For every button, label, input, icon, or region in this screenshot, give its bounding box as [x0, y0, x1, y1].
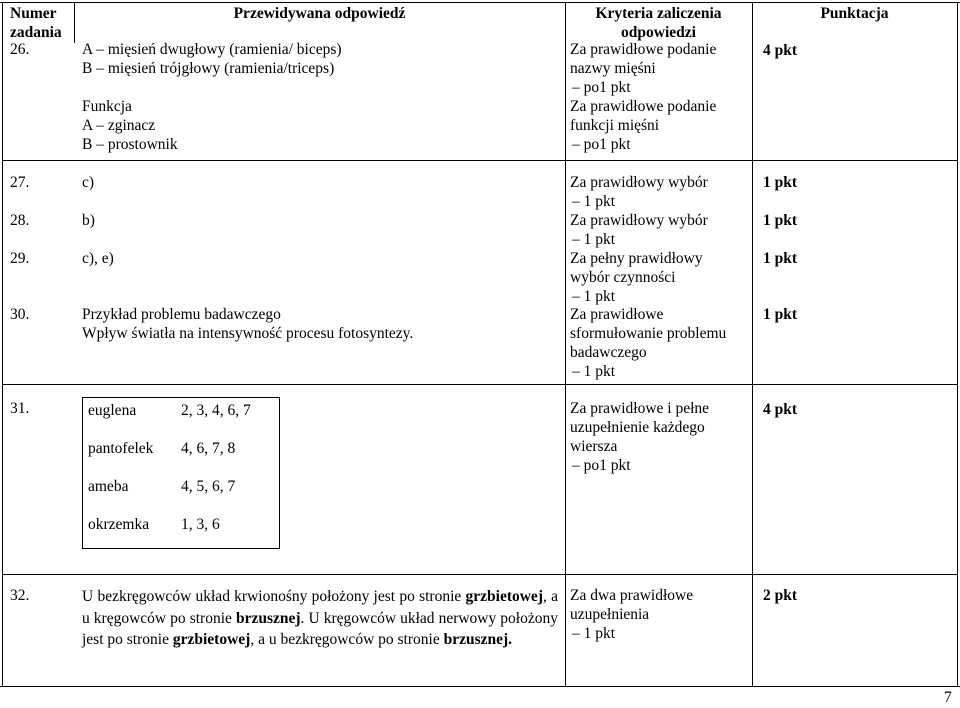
- q28-number: 28.: [10, 212, 30, 229]
- q32-answer: [82, 586, 558, 651]
- q31-row-pantofelek-values: 4, 6, 7, 8: [181, 440, 236, 457]
- q29-answer: c), e): [82, 250, 114, 267]
- q30-criteria: Za prawidłowe sformułowanie problemu badawczego – 1 pkt: [570, 306, 727, 380]
- q32-part-3: , a u kręgowców po stronie: [82, 588, 558, 627]
- q30-number: 30.: [10, 306, 30, 323]
- row-divider-26: [2, 160, 957, 161]
- q27-answer: c): [82, 174, 95, 191]
- page-number: 7: [944, 689, 952, 706]
- q32-part-4: brzusznej: [235, 609, 301, 627]
- q32-part-5: . U kręgowców układ nerwowy położony jest po stronie: [82, 609, 558, 648]
- table-left-border: [2, 2, 3, 687]
- q32-part-2: grzbietowej: [465, 588, 543, 605]
- q31-grid-left: [82, 397, 83, 549]
- q26-answer: A – mięsień dwugłowy (ramienia/ biceps) B – mięsień trójgłowy (ramienia/triceps) Funkcja A – zginacz B – prostownik: [82, 41, 342, 153]
- q26-points: 4 pkt: [763, 42, 798, 59]
- row-divider-30: [2, 384, 957, 385]
- q32-part-6: grzbietowej: [172, 631, 251, 648]
- q26-number: 26.: [10, 41, 30, 58]
- q31-points: 4 pkt: [763, 401, 798, 418]
- q31-criteria: Za prawidłowe i pełne uzupełnienie każdego wiersza – po1 pkt: [570, 400, 710, 474]
- q32-number: 32.: [10, 587, 30, 604]
- q31-grid-top: [82, 397, 280, 398]
- header-number: Numer zadania: [10, 5, 62, 41]
- q28-answer: b): [82, 212, 95, 229]
- table-right-border: [957, 2, 958, 687]
- q32-part-8: brzusznej.: [443, 631, 513, 648]
- header-criteria: Kryteria zaliczenia odpowiedzi: [595, 5, 722, 41]
- q31-row-ameba-name: ameba: [88, 478, 129, 495]
- col-divider-2: [565, 2, 566, 687]
- q31-row-euglena-name: euglena: [88, 402, 137, 419]
- q29-number: 29.: [10, 250, 30, 267]
- q27-criteria: Za prawidłowy wybór – 1 pkt: [570, 174, 708, 210]
- q30-points: 1 pkt: [763, 306, 798, 323]
- q31-row-pantofelek-name: pantofelek: [88, 440, 154, 457]
- q31-grid-right: [279, 397, 280, 549]
- q27-points: 1 pkt: [763, 174, 798, 191]
- table-top-border: [0, 2, 960, 3]
- q31-row-okrzemka-name: okrzemka: [88, 516, 150, 533]
- q28-criteria: Za prawidłowy wybór – 1 pkt: [570, 212, 708, 248]
- col-divider-3: [752, 2, 753, 687]
- q32-criteria: Za dwa prawidłowe uzupełnienia – 1 pkt: [570, 587, 694, 642]
- q31-grid-bottom: [82, 548, 280, 549]
- q32-points: 2 pkt: [763, 587, 798, 604]
- q31-row-euglena-values: 2, 3, 4, 6, 7: [181, 402, 251, 419]
- q29-criteria: Za pełny prawidłowy wybór czynności – 1 pkt: [570, 250, 703, 305]
- q31-row-okrzemka-values: 1, 3, 6: [181, 516, 220, 533]
- q27-number: 27.: [10, 174, 30, 191]
- q30-answer: Przykład problemu badawczego Wpływ światła na intensywność procesu fotosyntezy.: [82, 306, 414, 342]
- row-divider-31: [2, 574, 957, 575]
- q28-points: 1 pkt: [763, 212, 798, 229]
- header-answer: Przewidywana odpowiedź: [233, 5, 406, 22]
- q32-part-7: , a u bezkręgowców po stronie: [250, 631, 444, 648]
- table-bottom-border: [0, 686, 960, 687]
- q31-number: 31.: [10, 400, 30, 417]
- q32-part-1: U bezkręgowców układ krwionośny położony jest po stronie: [82, 588, 466, 605]
- header-points: Punktacja: [820, 5, 889, 22]
- q29-points: 1 pkt: [763, 250, 798, 267]
- q31-row-ameba-values: 4, 5, 6, 7: [181, 478, 236, 495]
- q26-criteria: Za prawidłowe podanie nazwy mięśni – po1 pkt Za prawidłowe podanie funkcji mięśni – po1 pkt: [570, 41, 717, 153]
